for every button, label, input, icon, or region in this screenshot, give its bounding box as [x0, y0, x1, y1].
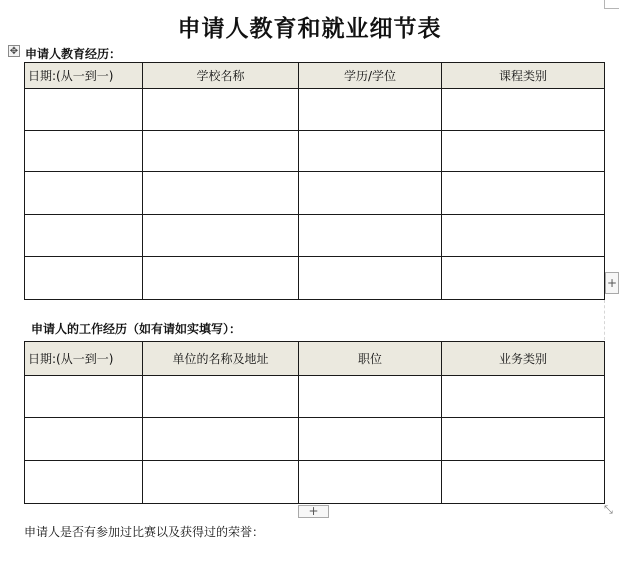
table-cell[interactable] [143, 172, 299, 215]
table-cell[interactable] [442, 89, 605, 131]
table-cell[interactable] [143, 215, 299, 257]
table-cell[interactable] [25, 89, 143, 131]
table-cell[interactable] [299, 418, 442, 461]
work-section-label: 申请人的工作经历（如有请如实填写）： [31, 322, 242, 336]
work-header-position: 职位 [299, 342, 442, 376]
table-cell[interactable] [299, 461, 442, 504]
table-row [25, 257, 605, 300]
table-cell[interactable] [25, 131, 143, 172]
education-header-school: 学校名称 [143, 63, 299, 89]
work-table [24, 341, 605, 504]
table-cell[interactable] [442, 376, 605, 418]
work-header-company: 单位的名称及地址 [143, 342, 299, 376]
education-table [24, 62, 605, 300]
education-header-date: 日期:(从一到一) [25, 63, 143, 89]
table-cell[interactable] [299, 172, 442, 215]
table-cell[interactable] [25, 418, 143, 461]
table-cell[interactable] [143, 461, 299, 504]
table-cell[interactable] [442, 131, 605, 172]
table-cell[interactable] [25, 257, 143, 300]
table-cell[interactable] [25, 172, 143, 215]
table-row [25, 418, 605, 461]
table-move-icon[interactable]: ✥ [9, 46, 19, 57]
page-corner-marker [604, 0, 619, 9]
table-resize-icon[interactable]: ⤡ [604, 503, 613, 516]
education-section-label: 申请人教育经历： [25, 47, 122, 61]
education-header-course: 课程类别 [442, 63, 605, 89]
table-cell[interactable] [442, 215, 605, 257]
work-header-date: 日期:(从一到一) [25, 342, 143, 376]
honors-prompt: 申请人是否有参加过比赛以及获得过的荣誉： [24, 525, 265, 539]
page-margin-guide [604, 300, 605, 340]
table-row [25, 376, 605, 418]
add-row-button[interactable]: + [298, 505, 329, 518]
table-cell[interactable] [299, 376, 442, 418]
document-title: 申请人教育和就业细节表 [177, 15, 442, 42]
table-cell[interactable] [299, 131, 442, 172]
table-cell[interactable] [442, 172, 605, 215]
table-row [25, 89, 605, 131]
table-cell[interactable] [25, 215, 143, 257]
table-cell[interactable] [299, 215, 442, 257]
table-cell[interactable] [143, 376, 299, 418]
table-row [25, 215, 605, 257]
table-cell[interactable] [143, 89, 299, 131]
table-row [25, 461, 605, 504]
table-row [25, 172, 605, 215]
table-row [25, 131, 605, 172]
table-cell[interactable] [442, 461, 605, 504]
education-header-row [25, 63, 605, 89]
table-cell[interactable] [299, 89, 442, 131]
table-cell[interactable] [143, 418, 299, 461]
work-header-business: 业务类别 [442, 342, 605, 376]
table-cell[interactable] [299, 257, 442, 300]
table-cell[interactable] [25, 376, 143, 418]
work-header-row [25, 342, 605, 376]
table-cell[interactable] [143, 257, 299, 300]
add-column-button[interactable]: + [605, 272, 619, 294]
table-cell[interactable] [25, 461, 143, 504]
table-cell[interactable] [442, 257, 605, 300]
table-cell[interactable] [442, 418, 605, 461]
table-cell[interactable] [143, 131, 299, 172]
education-header-degree: 学历/学位 [299, 63, 442, 89]
